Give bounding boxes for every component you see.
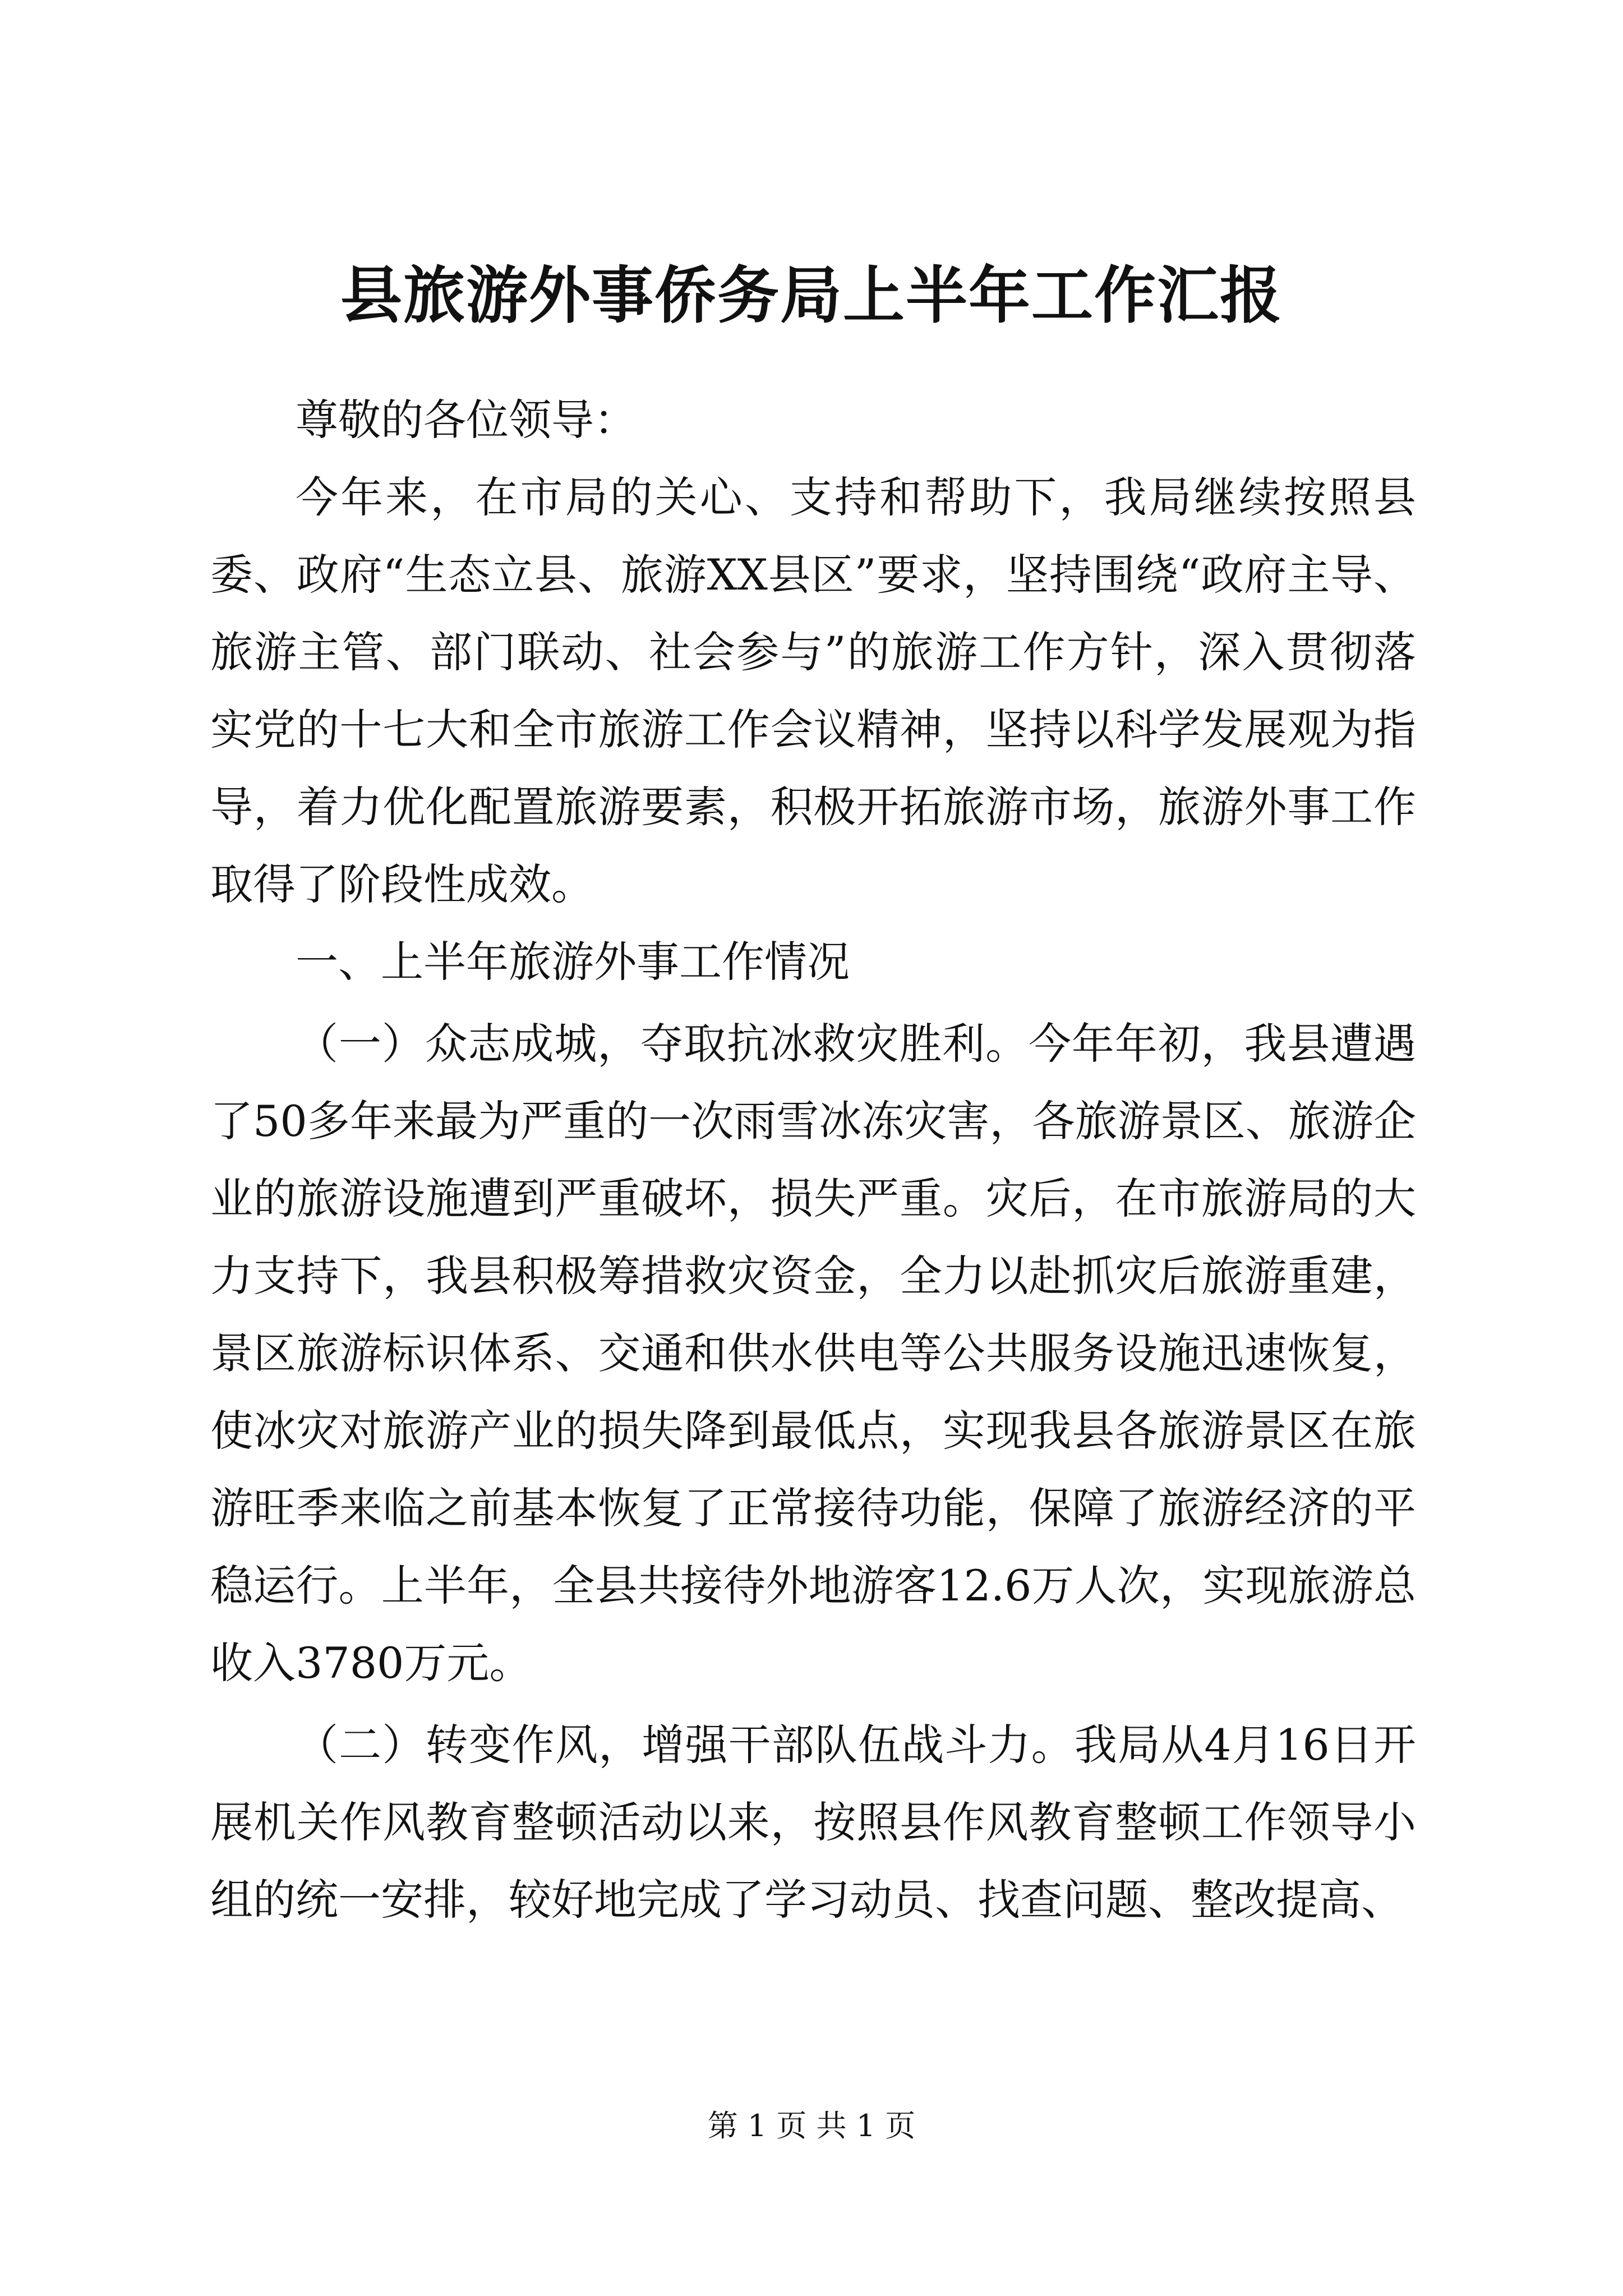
paragraph-item-1: （一）众志成城，夺取抗冰救灾胜利。今年年初，我县遭遇了50多年来最为严重的一次雨雪冰冻灾害，各旅游景区、旅游企业的旅游设施遭到严重破坏，损失严重。灾后，在市旅游局的大力支持下，我县积极筹措救灾资金，全力以赴抓灾后旅游重建，景区旅游标识体系、交通和供水供电等公共服务设施迅速恢复，使冰灾对旅游产业的损失降到最低点，实现我县各旅游景区在旅游旺季来临之前基本恢复了正常接待功能，保障了旅游经济的平稳运行。上半年，全县共接待外地游客12.6万人次，实现旅游总收入3780万元。	[210, 1019, 1416, 1688]
section-heading: 一、上半年旅游外事工作情况	[296, 937, 850, 987]
intro-paragraph: 今年来，在市局的关心、支持和帮助下，我局继续按照县委、政府“生态立县、旅游XX县区”要求，坚持围绕“政府主导、旅游主管、部门联动、社会参与”的旅游工作方针，深入贯彻落实党的十七大和全市旅游工作会议精神，坚持以科学发展观为指导，着力优化配置旅游要素，积极开拓旅游市场，旅游外事工作取得了阶段性成效。	[210, 472, 1416, 909]
document-title: 县旅游外事侨务局上半年工作汇报	[340, 259, 1283, 332]
document-body	[210, 381, 1416, 1939]
page-footer: 第 1 页 共 1 页	[707, 2108, 916, 2143]
salutation: 尊敬的各位领导：	[296, 395, 637, 445]
paragraph-item-2: （二）转变作风，增强干部队伍战斗力。我局从4月16日开展机关作风教育整顿活动以来，按照县作风教育整顿工作领导小组的统一安排，较好地完成了学习动员、找查问题、整改提高、	[210, 1720, 1416, 1925]
